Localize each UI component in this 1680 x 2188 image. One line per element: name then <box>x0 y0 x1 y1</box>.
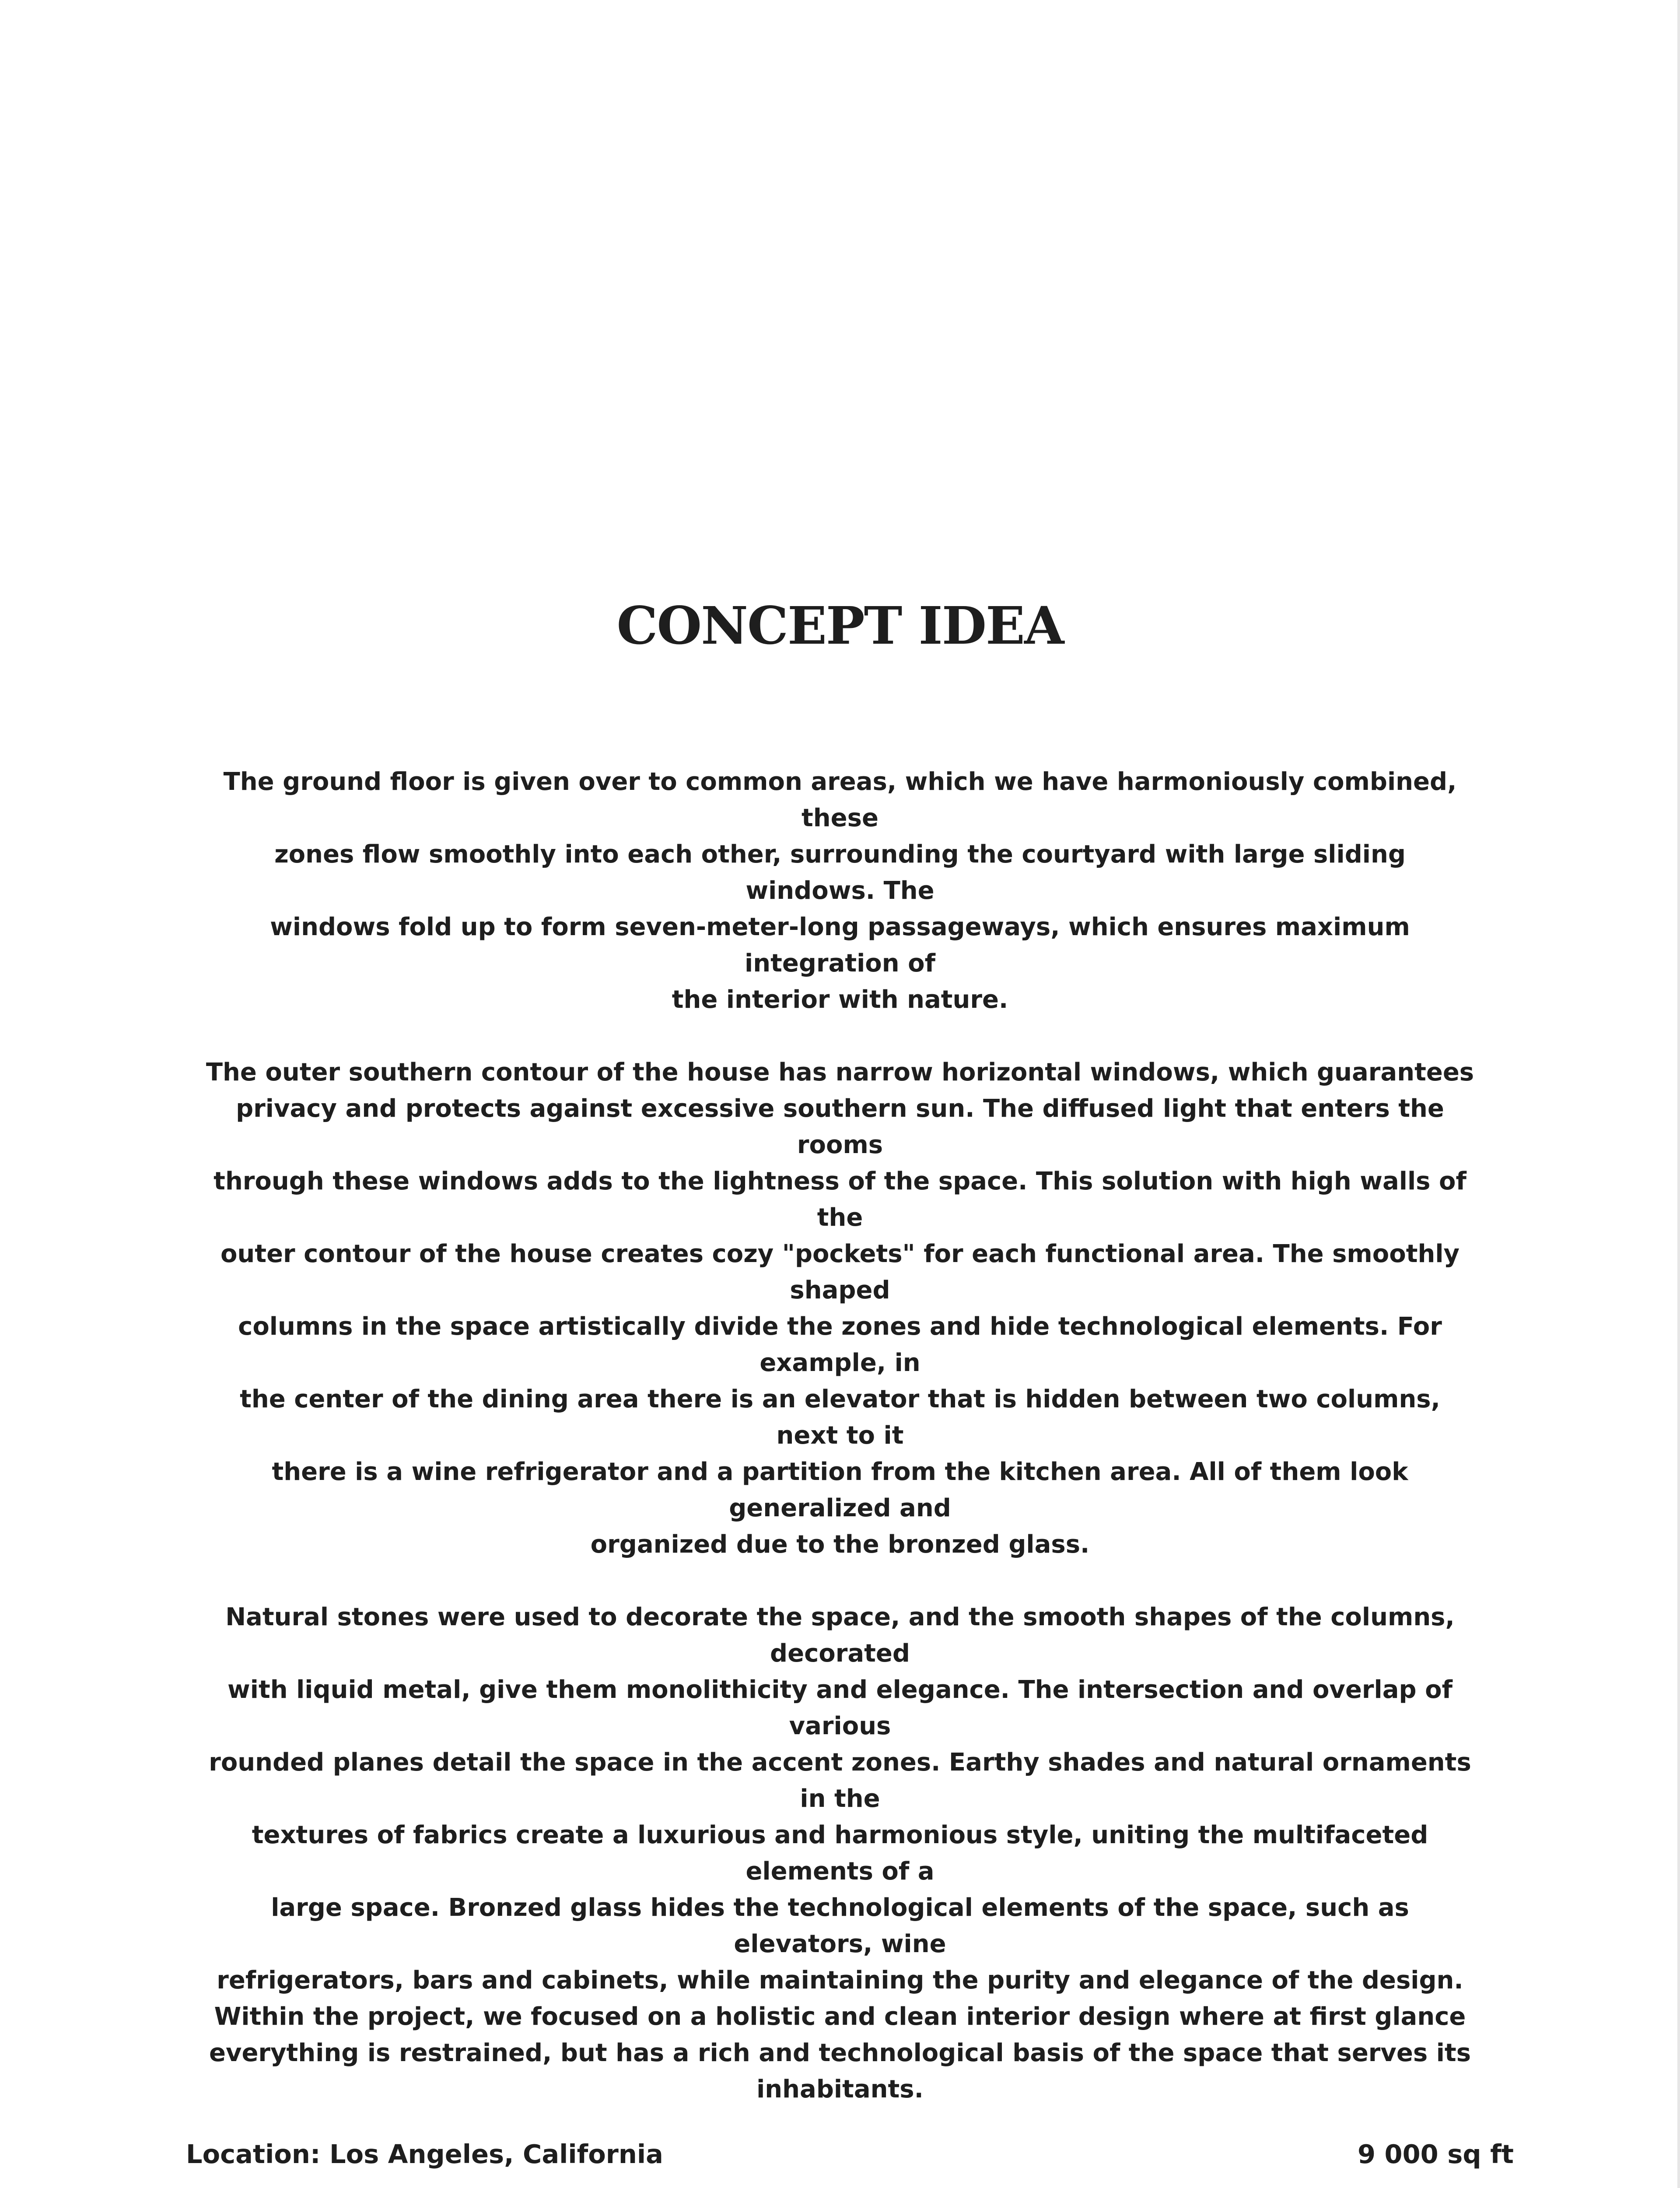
paragraph-materials: Natural stones were used to decorate the space, and the smooth shapes of the columns, decorated with liquid metal, give them monolithicity and elegance. The intersection and overlap of various rounded planes detail the space in the accent zones. Earthy shades and natural ornaments in the textures of fabrics create a luxurious and harmonious style, uniting the multifaceted elements of a large space. Bronzed glass hides the technological elements of the space, such as elevators, wine refrigerators, bars and cabinets, while maintaining the purity and elegance of the design. Within the project, we focused on a holistic and clean interior design where at first glance everything is restrained, but has a rich and technological basis of the space that serves its inhabitants. <box>209 1603 1471 2104</box>
area-label: 9 000 sq ft <box>1357 2139 1514 2169</box>
concept-text <box>206 764 1474 2107</box>
page-title: CONCEPT IDEA <box>616 595 1064 656</box>
paragraph-ground-floor: The ground floor is given over to common areas, which we have harmoniously combined, these zones flow smoothly into each other, surrounding the courtyard with large sliding windows. The windows fold up to form seven-meter-long passageways, which ensures maximum integration of the interior with nature. <box>223 768 1457 1014</box>
paragraph-southern-contour: The outer southern contour of the house has narrow horizontal windows, which guarantees privacy and protects against excessive southern sun. The diffused light that enters the rooms through these windows adds to the lightness of the space. This solution with high walls of the outer contour of the house creates cozy "pockets" for each functional area. The smoothly shaped columns in the space artistically divide the zones and hide technological elements. For example, in the center of the dining area there is an elevator that is hidden between two columns, next to it there is a wine refrigerator and a partition from the kitchen area. All of them look generalized and organized due to the bronzed glass. <box>206 1058 1474 1559</box>
page-edge <box>1677 0 1680 2188</box>
location-label: Location: Los Angeles, California <box>186 2139 663 2169</box>
